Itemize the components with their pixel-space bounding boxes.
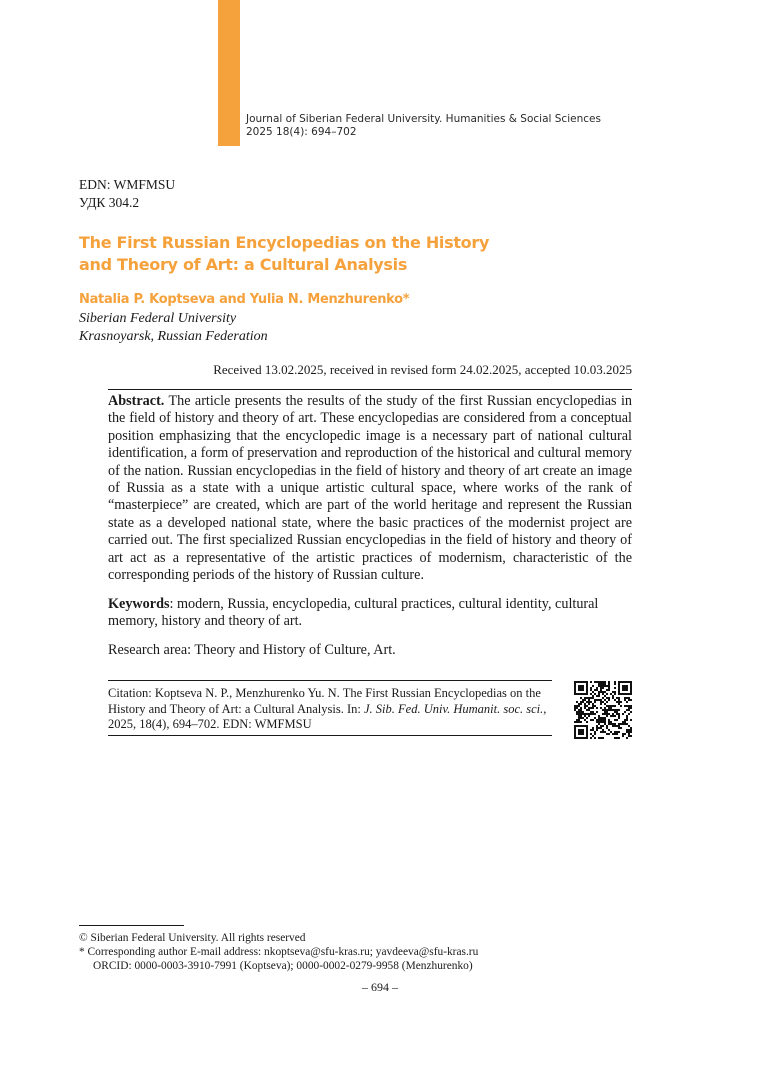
citation-top-rule xyxy=(108,680,552,681)
header-accent-bar xyxy=(218,0,240,146)
keywords-label: Keywords xyxy=(108,596,170,612)
abstract-text: The article presents the results of the study of the first Russian encyclopedias in the field of history and theory of art. These encyclopedias are considered from a conceptual position emphasizing that the encyclopedic image is a necessary part of national cultural identification, a form of preservation and reproduction of the historical and cultural memory of the nation. Russian encyclopedias in the field of history and theory of art create an image of Russia as a state with a unique artistic cultural space, where works of the rank of “masterpiece” are created, which are part of the world heritage and represent the Russian state as a developed national state, where the basic practices of the modernist project are carried out. The first specialized Russian encyclopedias in the field of history and theory of art act as a representative of the artistic practices of modernism, characteristic of the corresponding periods of the history of Russian culture. xyxy=(108,393,632,584)
page-number: – 694 – xyxy=(362,980,398,994)
qr-code-icon xyxy=(574,681,632,739)
orcid-note: ORCID: 0000-0003-3910-7991 (Koptseva); 0000-0002-0279-9958 (Menzhurenko) xyxy=(93,960,473,972)
citation-journal: J. Sib. Fed. Univ. Humanit. soc. sci. xyxy=(364,701,544,716)
journal-header xyxy=(246,113,601,139)
abstract xyxy=(108,393,632,584)
footnotes xyxy=(79,931,478,973)
research-area: Research area: Theory and History of Culture, Art. xyxy=(108,642,396,658)
citation-text-end: , 2025, 18(4), 694–702. EDN: WMFMSU xyxy=(108,701,547,732)
keywords-text: : modern, Russia, encyclopedia, cultural practices, cultural identity, cultural memory, history and theory of art. xyxy=(108,596,599,630)
citation-text-start: Citation: Koptseva N. P., Menzhurenko Yu. N. The First Russian Encyclopedias on the History and Theory of Art: a Cultural Analysis. In: xyxy=(108,686,541,716)
citation-bottom-rule xyxy=(108,735,552,736)
journal-volume: 2025 18(4): 694–702 xyxy=(246,126,357,138)
abstract-top-rule xyxy=(108,389,632,390)
abstract-label: Abstract. xyxy=(108,393,165,409)
affiliation-location: Krasnoyarsk, Russian Federation xyxy=(79,329,268,344)
edn-code: EDN: WMFMSU xyxy=(79,177,176,192)
title-line-2: and Theory of Art: a Cultural Analysis xyxy=(79,255,408,274)
citation xyxy=(108,686,552,733)
keywords xyxy=(108,596,632,631)
corresponding-author-note: * Corresponding author E-mail address: nkoptseva@sfu-kras.ru; yavdeeva@sfu-kras.ru xyxy=(79,946,479,958)
journal-name: Journal of Siberian Federal University. Humanities & Social Sciences xyxy=(246,113,601,125)
affiliation-university: Siberian Federal University xyxy=(79,311,237,326)
received-dates: Received 13.02.2025, received in revised form 24.02.2025, accepted 10.03.2025 xyxy=(213,362,632,377)
article-authors: Natalia P. Koptseva and Yulia N. Menzhurenko* xyxy=(79,292,410,307)
article-title xyxy=(79,232,639,276)
affiliation xyxy=(79,310,268,346)
footnote-rule xyxy=(79,925,184,926)
udk-code: УДК 304.2 xyxy=(79,195,140,210)
copyright-note: © Siberian Federal University. All rights reserved xyxy=(79,932,306,944)
title-line-1: The First Russian Encyclopedias on the History xyxy=(79,233,490,252)
article-codes xyxy=(79,176,175,212)
